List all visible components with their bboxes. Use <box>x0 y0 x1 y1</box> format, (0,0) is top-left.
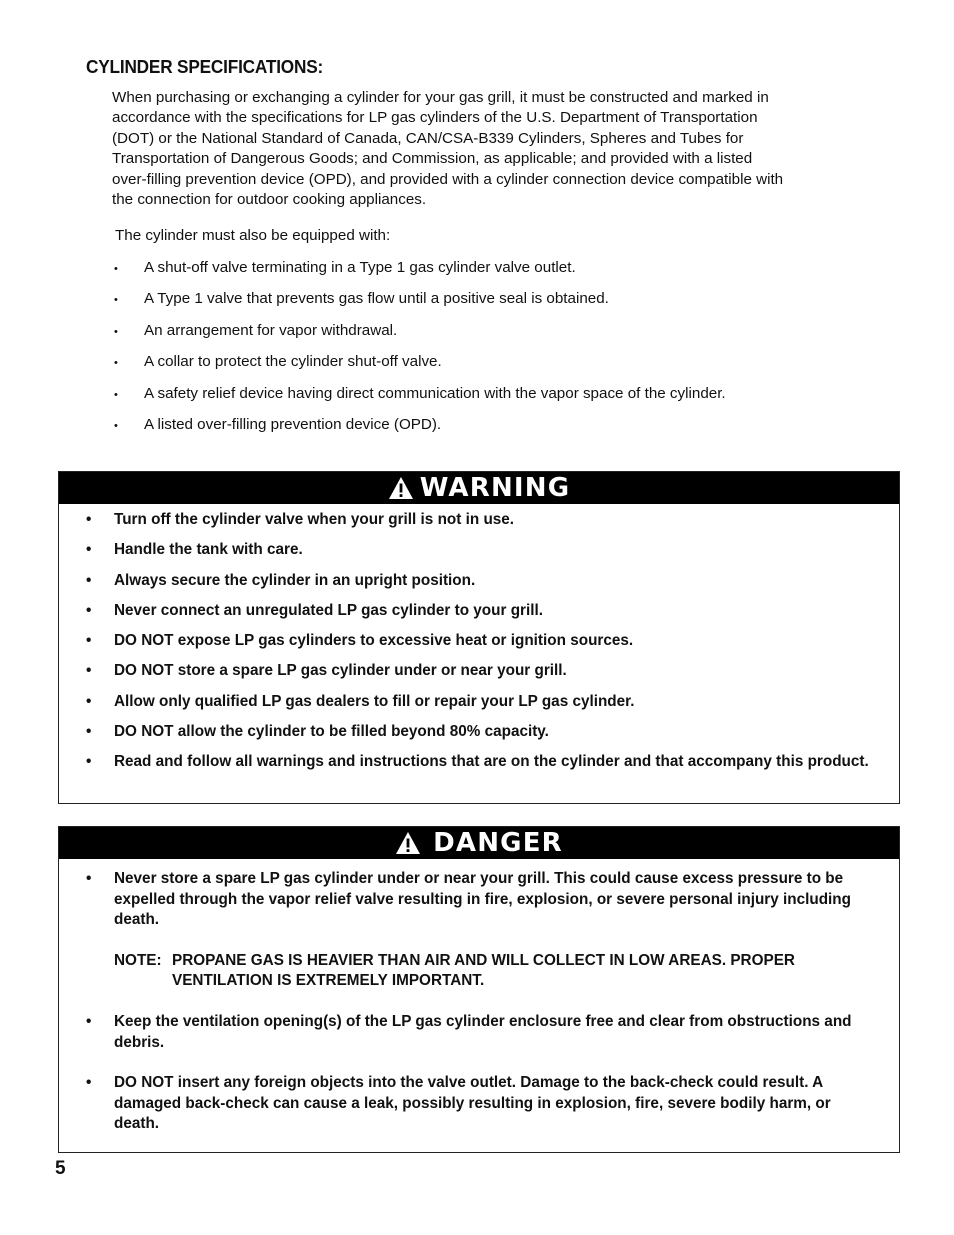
intro-line: the connection for outdoor cooking appliances. <box>112 191 427 209</box>
warning-list <box>85 510 875 783</box>
list-item <box>112 353 726 384</box>
equipment-label: The cylinder must also be equipped with: <box>115 227 391 244</box>
bullet: • <box>86 1074 92 1092</box>
list-item <box>85 869 875 992</box>
danger-box <box>58 826 900 1153</box>
list-item <box>85 540 875 561</box>
list-item <box>85 752 875 773</box>
list-item <box>85 571 875 592</box>
note-label: NOTE: <box>114 951 162 969</box>
bullet: • <box>86 632 92 650</box>
list-item <box>112 385 726 416</box>
list-item <box>85 601 875 622</box>
intro-line: over-filling prevention device (OPD), and provided with a cylinder connection device compatible with <box>112 170 784 188</box>
list-item-text: An arrangement for vapor withdrawal. <box>144 321 398 339</box>
danger-title: DANGER <box>433 828 563 858</box>
bullet: • <box>86 1012 92 1030</box>
intro-paragraph <box>112 88 872 210</box>
bullet: • <box>86 870 92 887</box>
list-item-text: A shut-off valve terminating in a Type 1 gas cylinder valve outlet. <box>144 259 576 276</box>
list-item <box>85 1073 875 1135</box>
list-item-text: Handle the tank with care. <box>114 541 303 559</box>
list-item <box>85 692 875 713</box>
list-item-text: DO NOT store a spare LP gas cylinder under or near your grill. <box>114 662 567 680</box>
note <box>114 951 875 992</box>
danger-list <box>85 869 875 1155</box>
list-item-text: DO NOT insert any foreign objects into the valve outlet. Damage to the back-check could result. A damaged back-check can cause a leak, possibly resulting in explosion, fire, severe bodily harm, or death. <box>114 1074 831 1133</box>
list-item-text: DO NOT allow the cylinder to be filled beyond 80% capacity. <box>114 722 549 740</box>
list-item <box>85 510 875 531</box>
list-item-text: Never connect an unregulated LP gas cylinder to your grill. <box>114 601 543 619</box>
list-item-text: DO NOT expose LP gas cylinders to excessive heat or ignition sources. <box>114 632 634 650</box>
intro-line: When purchasing or exchanging a cylinder for your gas grill, it must be constructed and marked in <box>112 89 769 106</box>
list-item-text: Always secure the cylinder in an upright position. <box>114 571 476 589</box>
list-item-text: Allow only qualified LP gas dealers to fill or repair your LP gas cylinder. <box>114 692 635 710</box>
list-item <box>85 631 875 652</box>
bullet: • <box>86 722 92 740</box>
bullet: • <box>114 388 118 401</box>
warning-title: WARNING <box>419 473 571 503</box>
list-item <box>112 322 726 353</box>
intro-line: Transportation of Dangerous Goods; and Commission, as applicable; and provided with a listed <box>112 150 753 168</box>
bullet: • <box>86 541 92 559</box>
list-item <box>85 661 875 682</box>
note-text: PROPANE GAS IS HEAVIER THAN AIR AND WILL COLLECT IN LOW AREAS. PROPER VENTILATION IS EXTREMELY IMPORTANT. <box>172 951 795 990</box>
bullet: • <box>86 601 92 619</box>
bullet: • <box>114 357 118 370</box>
bullet: • <box>86 662 92 680</box>
list-item-text: A Type 1 valve that prevents gas flow until a positive seal is obtained. <box>144 290 609 308</box>
page-number: 5 <box>55 1158 66 1179</box>
list-item <box>112 259 726 290</box>
bullet: • <box>86 511 92 528</box>
list-item-text: Never store a spare LP gas cylinder under or near your grill. This could cause excess pressure to be expelled through the vapor relief valve resulting in fire, explosion, or severe personal injury including death. <box>114 870 851 929</box>
section-title: CYLINDER SPECIFICATIONS: <box>86 56 324 77</box>
warning-triangle-icon <box>388 476 414 500</box>
list-item-text: Read and follow all warnings and instructions that are on the cylinder and that accompany this product. <box>114 753 869 771</box>
list-item-text: Turn off the cylinder valve when your grill is not in use. <box>114 511 515 528</box>
list-item <box>112 416 726 447</box>
danger-header <box>59 827 899 859</box>
list-item <box>112 290 726 321</box>
list-item-text: A collar to protect the cylinder shut-off valve. <box>144 353 442 371</box>
equipment-list <box>112 259 726 447</box>
bullet: • <box>114 263 118 275</box>
bullet: • <box>114 419 118 432</box>
list-item <box>85 722 875 743</box>
intro-line: (DOT) or the National Standard of Canada, CAN/CSA-B339 Cylinders, Spheres and Tubes for <box>112 129 744 147</box>
warning-triangle-icon <box>395 831 421 855</box>
bullet: • <box>114 325 118 338</box>
intro-line: accordance with the specifications for LP gas cylinders of the U.S. Department of Transportation <box>112 109 758 127</box>
bullet: • <box>86 692 92 710</box>
list-item-text: A safety relief device having direct communication with the vapor space of the cylinder. <box>144 384 726 402</box>
warning-header <box>59 472 899 504</box>
list-item <box>85 1012 875 1053</box>
list-item-text: Keep the ventilation opening(s) of the LP gas cylinder enclosure free and clear from obstructions and debris. <box>114 1012 852 1051</box>
warning-box <box>58 471 900 804</box>
bullet: • <box>86 753 92 771</box>
list-item-text: A listed over-filling prevention device (OPD). <box>144 415 442 433</box>
bullet: • <box>114 294 118 307</box>
bullet: • <box>86 571 92 589</box>
